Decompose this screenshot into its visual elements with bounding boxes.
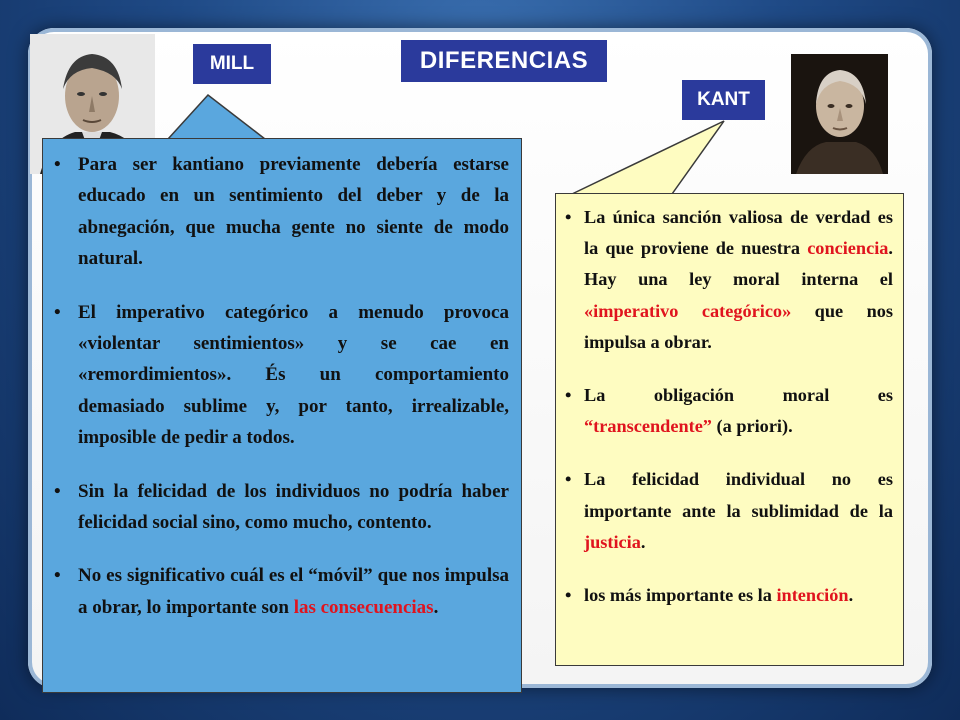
- bullet-text: (a priori).: [711, 416, 793, 437]
- bullet-text: El imperativo categórico a menudo provoca «violentar sentimientos» y se cae en «remordimientos». És un comportamiento demasiado sublime y, por tanto, irrealizable, imposible de pedir a todos.: [78, 301, 509, 449]
- bullet-marker: •: [565, 585, 572, 606]
- mill-bullet-list: [51, 149, 509, 623]
- kant-bullet-item: [562, 202, 893, 358]
- mill-bullet-item: [51, 297, 509, 454]
- kant-bullet-list: [562, 202, 893, 611]
- mill-bullet-item: [51, 149, 509, 275]
- emphasized-text: justicia: [584, 531, 641, 552]
- emphasized-text: conciencia: [807, 238, 889, 259]
- mill-panel: [42, 138, 522, 693]
- bullet-text: Para ser kantiano previamente debería estarse educado en un sentimiento del deber y de la abnegación, que mucha gente no siente de modo natural.: [78, 154, 509, 270]
- bullet-marker: •: [54, 565, 61, 587]
- emphasized-text: intención: [776, 585, 849, 606]
- emphasized-text: las consecuencias: [293, 596, 434, 618]
- bullet-text: .: [848, 585, 854, 606]
- bullet-marker: •: [565, 207, 572, 227]
- kant-bullet-item: [562, 580, 893, 611]
- kant-label: KANT: [682, 80, 765, 120]
- bullet-text: La obligación moral es: [584, 385, 893, 406]
- kant-panel: [555, 193, 904, 666]
- bullet-text: . Hay una ley moral interna el: [584, 238, 893, 290]
- kant-portrait-image: [791, 54, 888, 174]
- emphasized-text: “transcendente”: [584, 416, 712, 437]
- bullet-marker: •: [565, 469, 572, 490]
- bullet-text: Sin la felicidad de los individuos no podría haber felicidad social sino, como mucho, contento.: [78, 480, 509, 534]
- kant-bullet-item: [562, 380, 893, 442]
- emphasized-text: «imperativo categórico»: [584, 300, 792, 321]
- mill-bullet-item: [51, 560, 509, 623]
- bullet-marker: •: [54, 154, 61, 175]
- mill-label: MILL: [193, 44, 271, 84]
- kant-bullet-item: [562, 464, 893, 558]
- bullet-marker: •: [54, 301, 61, 323]
- slide-title: DIFERENCIAS: [401, 40, 607, 82]
- bullet-text: La felicidad individual no es importante ante la sublimidad de la: [584, 469, 893, 521]
- bullet-text: La única sanción valiosa de verdad es la que proviene de nuestra: [584, 207, 893, 259]
- bullet-text: los más importante es la: [584, 585, 777, 606]
- bullet-text: .: [433, 596, 439, 618]
- bullet-text: .: [640, 531, 646, 552]
- bullet-marker: •: [565, 385, 572, 406]
- bullet-marker: •: [54, 480, 61, 502]
- bullet-text: No es significativo cuál es el “móvil” que nos impulsa a obrar, lo importante son: [78, 565, 509, 618]
- bullet-text: que nos impulsa a obrar.: [584, 300, 893, 352]
- mill-bullet-item: [51, 476, 509, 539]
